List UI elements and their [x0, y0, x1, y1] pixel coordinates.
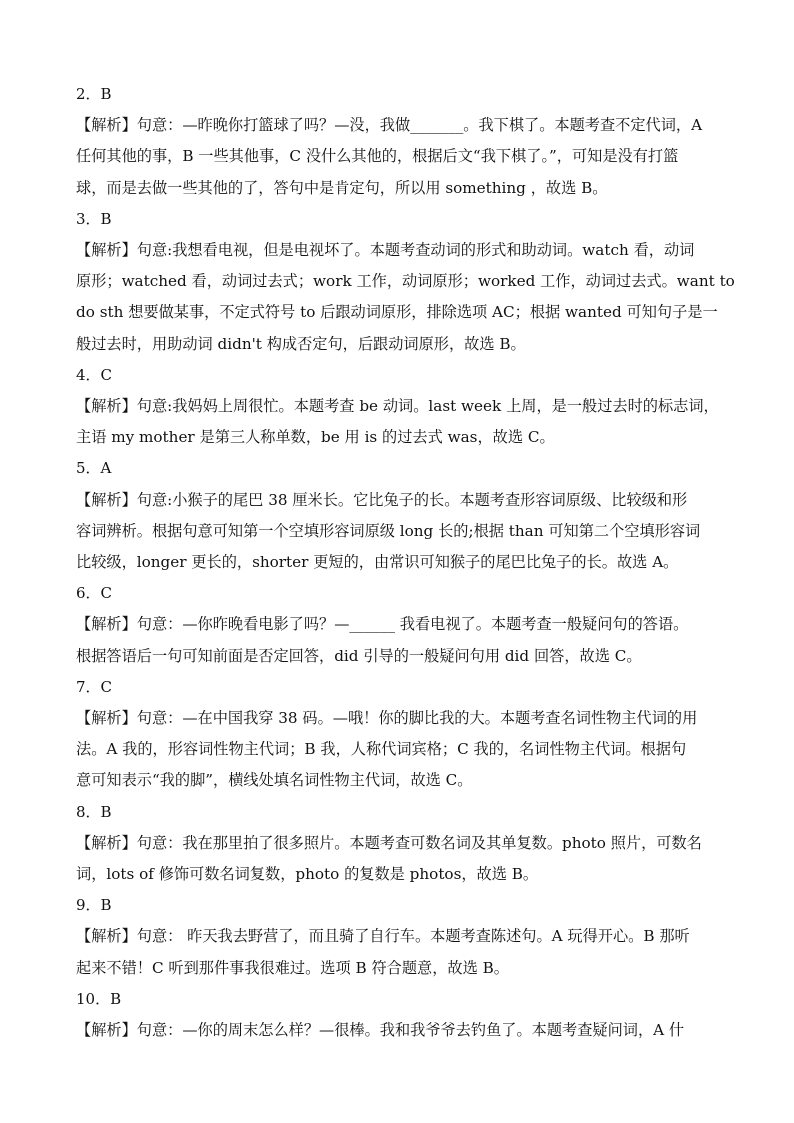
answer-2-label: 2．B — [76, 85, 112, 103]
answer-8-explanation-line-2: 词，lots of 修饰可数名词复数，photo 的复数是 photos，故选 B。 — [76, 865, 539, 884]
answer-9-explanation-line-1: 【解析】句意： 昨天我去野营了，而且骑了自行车。本题考查陈述句。A 玩得开心。B 那听 — [76, 927, 690, 946]
answer-4-label: 4．C — [76, 365, 113, 384]
answer-3-explanation-line-4: 般过去时，用助动词 didn't 构成否定句，后跟动词原形，故选 B。 — [76, 334, 526, 353]
answer-10-explanation-line-1: 【解析】句意：—你的周末怎么样？—很棒。我和我爷爷去钓鱼了。本题考查疑问词，A 什 — [76, 1021, 685, 1040]
answer-5-label: 5．A — [76, 459, 112, 478]
answer-7-explanation-line-2: 法。A 我的，形容词性物主代词；B 我，人称代词宾格；C 我的，名词性物主代词。根据句 — [76, 740, 687, 759]
answer-7-explanation-line-3: 意可知表示“我的脚”，横线处填名词性物主代词，故选 C。 — [76, 771, 473, 790]
answer-8-explanation-line-1: 【解析】句意：我在那里拍了很多照片。本题考查可数名词及其单复数。photo 照片，可数名 — [76, 833, 702, 852]
answer-3-label: 3．B — [76, 209, 112, 228]
answer-6-explanation-line-1: 【解析】句意：—你昨晚看电影了吗？—______ 我看电视了。本题考查一般疑问句的答语。 — [76, 615, 689, 634]
answer-3-explanation-line-1: 【解析】句意:我想看电视，但是电视坏了。本题考查动词的形式和助动词。watch 看，动词 — [76, 241, 695, 260]
answer-8-label: 8．B — [76, 802, 112, 821]
answer-5-explanation-line-2: 容词辨析。根据句意可知第一个空填形容词原级 long 长的;根据 than 可知第二个空填形容词 — [76, 521, 701, 540]
answer-6-explanation-line-2: 根据答语后一句可知前面是否定回答，did 引导的一般疑问句用 did 回答，故选 C。 — [76, 646, 642, 665]
answer-10-label: 10．B — [76, 989, 122, 1008]
answer-4-explanation-line-1: 【解析】句意:我妈妈上周很忙。本题考查 be 动词。last week 上周，是一般过去时的标志词， — [76, 397, 719, 416]
answer-2-explanation-line-3: 球，而是去做一些其他的了，答句中是肯定句，所以用 something ，故选 B。 — [76, 178, 608, 197]
answer-9-explanation-line-2: 起来不错！C 听到那件事我很难过。选项 B 符合题意，故选 B。 — [76, 958, 509, 977]
answer-2-explanation-line-1: 【解析】句意：—昨晚你打篮球了吗？—没，我做_______。我下棋了。本题考查不定代词，A — [76, 116, 703, 135]
answer-5-explanation-line-1: 【解析】句意:小猴子的尾巴 38 厘米长。它比兔子的长。本题考查形容词原级、比较级和形 — [76, 490, 688, 509]
answer-6-label: 6．C — [76, 584, 113, 603]
answer-3-explanation-line-2: 原形；watched 看，动词过去式；work 工作，动词原形；worked 工作，动词过去式。want to — [76, 272, 735, 291]
answer-7-label: 7．C — [76, 677, 113, 696]
answer-9-label: 9．B — [76, 896, 112, 915]
answer-5-explanation-line-3: 比较级，longer 更长的，shorter 更短的，由常识可知猴子的尾巴比兔子的长。故选 A。 — [76, 553, 679, 572]
answer-3-explanation-line-3: do sth 想要做某事，不定式符号 to 后跟动词原形，排除选项 AC；根据 wanted 可知句子是一 — [76, 303, 718, 322]
answer-explanations — [76, 79, 735, 1046]
answer-7-explanation-line-1: 【解析】句意：—在中国我穿 38 码。—哦！你的脚比我的大。本题考查名词性物主代词的用 — [76, 709, 698, 728]
answer-4-explanation-line-2: 主语 my mother 是第三人称单数，be 用 is 的过去式 was，故选 C。 — [76, 428, 555, 447]
answer-2-explanation-line-2: 任何其他的事，B 一些其他事，C 没什么其他的，根据后文“我下棋了。”，可知是没有打篮 — [76, 147, 679, 166]
